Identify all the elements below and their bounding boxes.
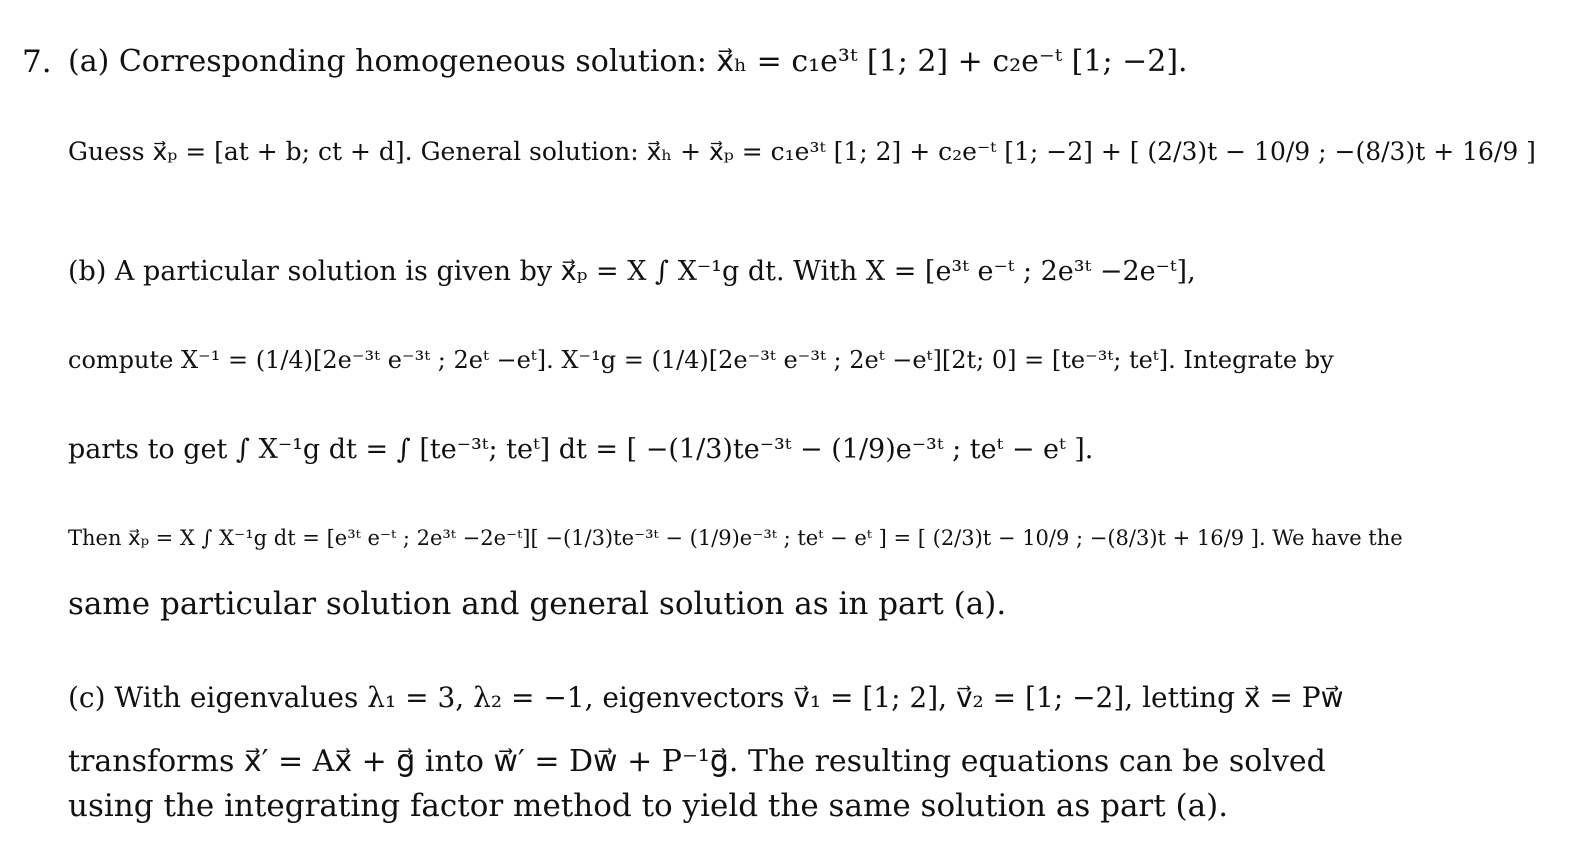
part-b-line-3: parts to get ∫ X⁻¹g dt = ∫ [te⁻³ᵗ; teᵗ] dt = [ −(1/3)te⁻³ᵗ − (1/9)e⁻³ᵗ ; teᵗ − eᵗ ].: [68, 434, 1094, 465]
part-b-line-1: (b) A particular solution is given by x⃗ₚ = X ∫ X⁻¹g dt. With X = [e³ᵗ e⁻ᵗ ; 2e³ᵗ −2e⁻ᵗ],: [68, 256, 1196, 287]
problem-number: 7.: [22, 44, 52, 80]
part-b-line-2: compute X⁻¹ = (1/4)[2e⁻³ᵗ e⁻³ᵗ ; 2eᵗ −eᵗ]. X⁻¹g = (1/4)[2e⁻³ᵗ e⁻³ᵗ ; 2eᵗ −eᵗ][2t; 0] = [te⁻³ᵗ; teᵗ]. Integrate by: [68, 346, 1334, 374]
part-a-line-2: Guess x⃗ₚ = [at + b; ct + d]. General solution: x⃗ₕ + x⃗ₚ = c₁e³ᵗ [1; 2] + c₂e⁻ᵗ [1; −2] + [ (2/3)t − 10/9 ; −(8/3)t + 16/9 ]: [68, 137, 1536, 166]
part-c-line-3: using the integrating factor method to yield the same solution as part (a).: [68, 788, 1229, 824]
part-c-line-2: transforms x⃗′ = Ax⃗ + g⃗ into w⃗′ = Dw⃗ + P⁻¹g⃗. The resulting equations can be solved: [68, 744, 1326, 779]
part-b-line-5: same particular solution and general solution as in part (a).: [68, 586, 1007, 622]
part-b-line-4: Then x⃗ₚ = X ∫ X⁻¹g dt = [e³ᵗ e⁻ᵗ ; 2e³ᵗ −2e⁻ᵗ][ −(1/3)te⁻³ᵗ − (1/9)e⁻³ᵗ ; teᵗ − eᵗ ] = [ (2/3)t − 10/9 ; −(8/3)t + 16/9 ]. We have the: [68, 526, 1403, 550]
part-a-line-1: (a) Corresponding homogeneous solution: x⃗ₕ = c₁e³ᵗ [1; 2] + c₂e⁻ᵗ [1; −2].: [68, 44, 1188, 79]
part-c-line-1: (c) With eigenvalues λ₁ = 3, λ₂ = −1, eigenvectors v⃗₁ = [1; 2], v⃗₂ = [1; −2], letting x⃗ = Pw⃗: [68, 681, 1344, 714]
